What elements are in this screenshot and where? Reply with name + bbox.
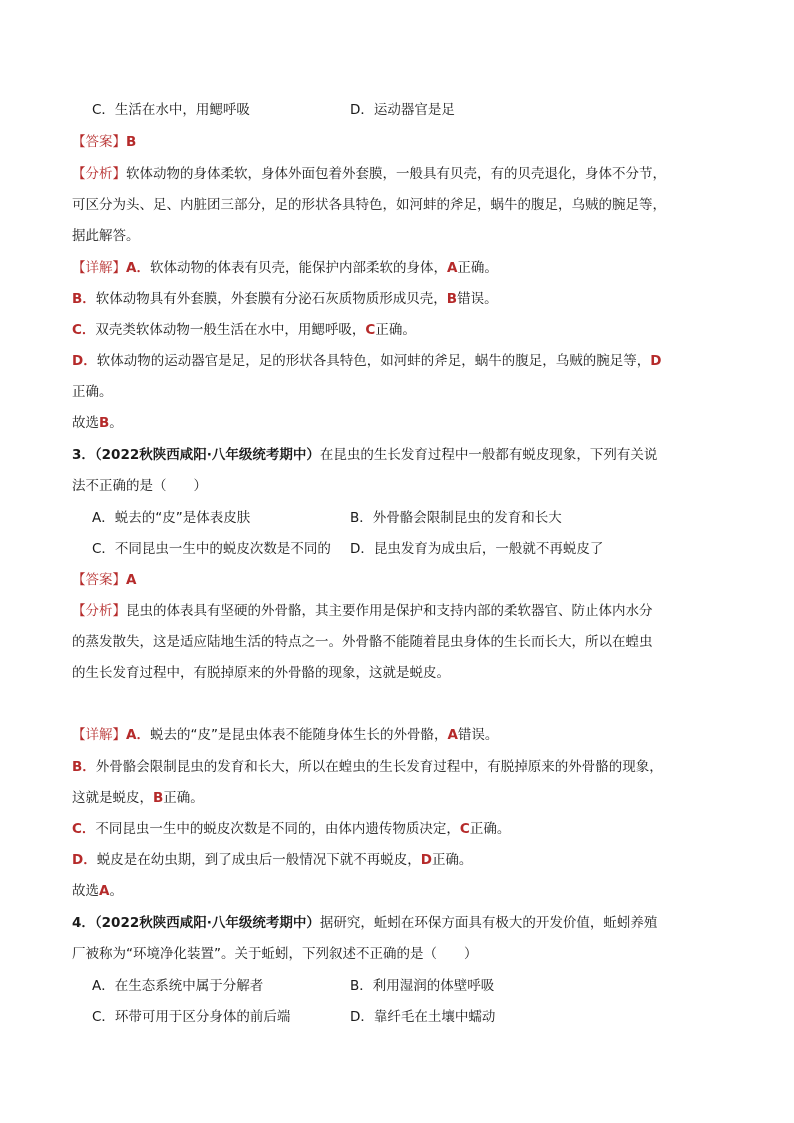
detail-text: 这就是蜕皮， [72, 790, 153, 806]
q2-option-d: D．运动器官是足 [350, 102, 455, 118]
option-letter: A． [126, 727, 150, 743]
q2-analysis-line-1 [72, 164, 666, 184]
q3-answer [72, 570, 136, 590]
analysis-text: 软体动物的身体柔软，身体外面包着外套膜，一般具有贝壳，有的贝壳退化，身体不分节， [126, 166, 666, 182]
detail-text: 外骨骼会限制昆虫的发育和长大，所以在蝗虫的生长发育过程中，有脱掉原来的外骨骼的现象， [95, 759, 663, 775]
analysis-label: 【分析】 [72, 166, 126, 182]
verdict: 正确。 [469, 821, 511, 837]
q3-option-d: D．昆虫发育为成虫后，一般就不再蜕皮了 [350, 541, 604, 557]
q3-stem-line-1 [72, 445, 657, 465]
conclusion-end: 。 [109, 883, 123, 899]
verdict-letter: A [446, 260, 458, 276]
option-letter: A． [126, 260, 150, 276]
q2-detail-a [72, 258, 498, 278]
detail-text: 双壳类软体动物一般生活在水中，用鳃呼吸， [95, 322, 366, 338]
option-letter: D． [72, 852, 97, 868]
verdict: 正确。 [431, 852, 473, 868]
verdict: 正确。 [375, 322, 416, 338]
q3-stem-line-2: 法不正确的是（ ） [72, 478, 207, 494]
question-number: 3． [72, 447, 95, 463]
q3-detail-d [72, 850, 472, 870]
question-number: 4． [72, 915, 95, 931]
q4-option-d: D．靠纤毛在土壤中蠕动 [350, 1009, 496, 1025]
verdict-letter: A [447, 727, 458, 743]
q3-detail-c [72, 819, 510, 839]
verdict-letter: B [446, 291, 458, 307]
q2-analysis-line-3: 据此解答。 [72, 228, 140, 244]
option-letter: D． [72, 353, 97, 369]
q3-option-c: C．不同昆虫一生中的蜕皮次数是不同的 [92, 541, 331, 557]
q3-detail-b [72, 757, 663, 777]
q4-option-b: B．利用湿润的体壁呼吸 [350, 978, 495, 994]
detail-text: 软体动物的运动器官是足，足的形状各具特色，如河蚌的斧足，蜗牛的腹足，乌贼的腕足等， [96, 353, 651, 369]
detail-text: 蜕去的“皮”是昆虫体表不能随身体生长的外骨骼， [149, 727, 448, 743]
conclusion-text: 故选 [72, 883, 99, 899]
q2-detail-c [72, 320, 416, 340]
verdict-letter: D [650, 353, 662, 369]
verdict-letter: B [153, 790, 164, 806]
detail-text: 不同昆虫一生中的蜕皮次数是不同的，由体内遗传物质决定， [95, 821, 460, 837]
verdict-letter: C [459, 821, 470, 837]
detail-text: 软体动物具有外套膜，外套膜有分泌石灰质物质形成贝壳， [95, 291, 447, 307]
q3-analysis-line-2: 的蒸发散失，这是适应陆地生活的特点之一。外骨骼不能随着昆虫身体的生长而长大，所以在蝗虫 [72, 634, 653, 650]
verdict: 正确。 [163, 790, 204, 806]
option-letter: B． [72, 291, 96, 307]
answer-value: A [126, 572, 137, 588]
q3-analysis-line-1 [72, 601, 653, 621]
verdict-letter: C [365, 322, 376, 338]
conclusion-letter: B [99, 415, 110, 431]
answer-label: 【答案】 [72, 134, 126, 150]
question-source: （2022秋陕西咸阳·八年级统考期中） [94, 447, 320, 463]
q3-option-a: A．蜕去的“皮”是体表皮肤 [92, 510, 251, 526]
q3-analysis-line-3: 的生长发育过程中，有脱掉原来的外骨骼的现象，这就是蜕皮。 [72, 665, 450, 681]
q2-analysis-line-2: 可区分为头、足、内脏团三部分，足的形状各具特色，如河蚌的斧足，蜗牛的腹足，乌贼的腕足等， [72, 197, 666, 213]
q2-conclusion [72, 413, 123, 433]
option-letter: C． [72, 821, 96, 837]
question-stem: 据研究，蚯蚓在环保方面具有极大的开发价值，蚯蚓养殖 [319, 915, 658, 931]
q4-stem-line-2: 厂被称为“环境净化装置”。关于蚯蚓，下列叙述不正确的是（ ） [72, 946, 478, 962]
q4-option-a: A．在生态系统中属于分解者 [92, 978, 264, 994]
q2-option-c: C．生活在水中，用鳃呼吸 [92, 102, 250, 118]
verdict: 错误。 [457, 291, 498, 307]
conclusion-letter: A [99, 883, 110, 899]
q3-conclusion [72, 881, 123, 901]
q3-option-b: B．外骨骼会限制昆虫的发育和长大 [350, 510, 562, 526]
answer-value: B [126, 134, 137, 150]
verdict-letter: D [420, 852, 432, 868]
analysis-text: 昆虫的体表具有坚硬的外骨骼，其主要作用是保护和支持内部的柔软器官、防止体内水分 [126, 603, 653, 619]
q2-detail-b [72, 289, 498, 309]
question-stem: 在昆虫的生长发育过程中一般都有蜕皮现象，下列有关说 [319, 447, 658, 463]
conclusion-text: 故选 [72, 415, 99, 431]
q2-answer [72, 132, 136, 152]
detail-label: 【详解】 [72, 260, 126, 276]
detail-text: 软体动物的体表有贝壳，能保护内部柔软的身体， [149, 260, 447, 276]
option-letter: C． [72, 322, 96, 338]
answer-label: 【答案】 [72, 572, 126, 588]
q4-option-c: C．环带可用于区分身体的前后端 [92, 1009, 291, 1025]
detail-label: 【详解】 [72, 727, 126, 743]
q2-detail-d [72, 351, 661, 371]
conclusion-end: 。 [109, 415, 123, 431]
q2-detail-d-cont: 正确。 [72, 384, 113, 400]
verdict: 错误。 [457, 727, 499, 743]
option-letter: B． [72, 759, 96, 775]
q3-detail-a [72, 725, 498, 745]
question-source: （2022秋陕西咸阳·八年级统考期中） [94, 915, 320, 931]
verdict: 正确。 [457, 260, 498, 276]
detail-text: 蜕皮是在幼虫期，到了成虫后一般情况下就不再蜕皮， [96, 852, 421, 868]
q4-stem-line-1 [72, 913, 657, 933]
q3-detail-b-cont [72, 788, 204, 808]
analysis-label: 【分析】 [72, 603, 126, 619]
